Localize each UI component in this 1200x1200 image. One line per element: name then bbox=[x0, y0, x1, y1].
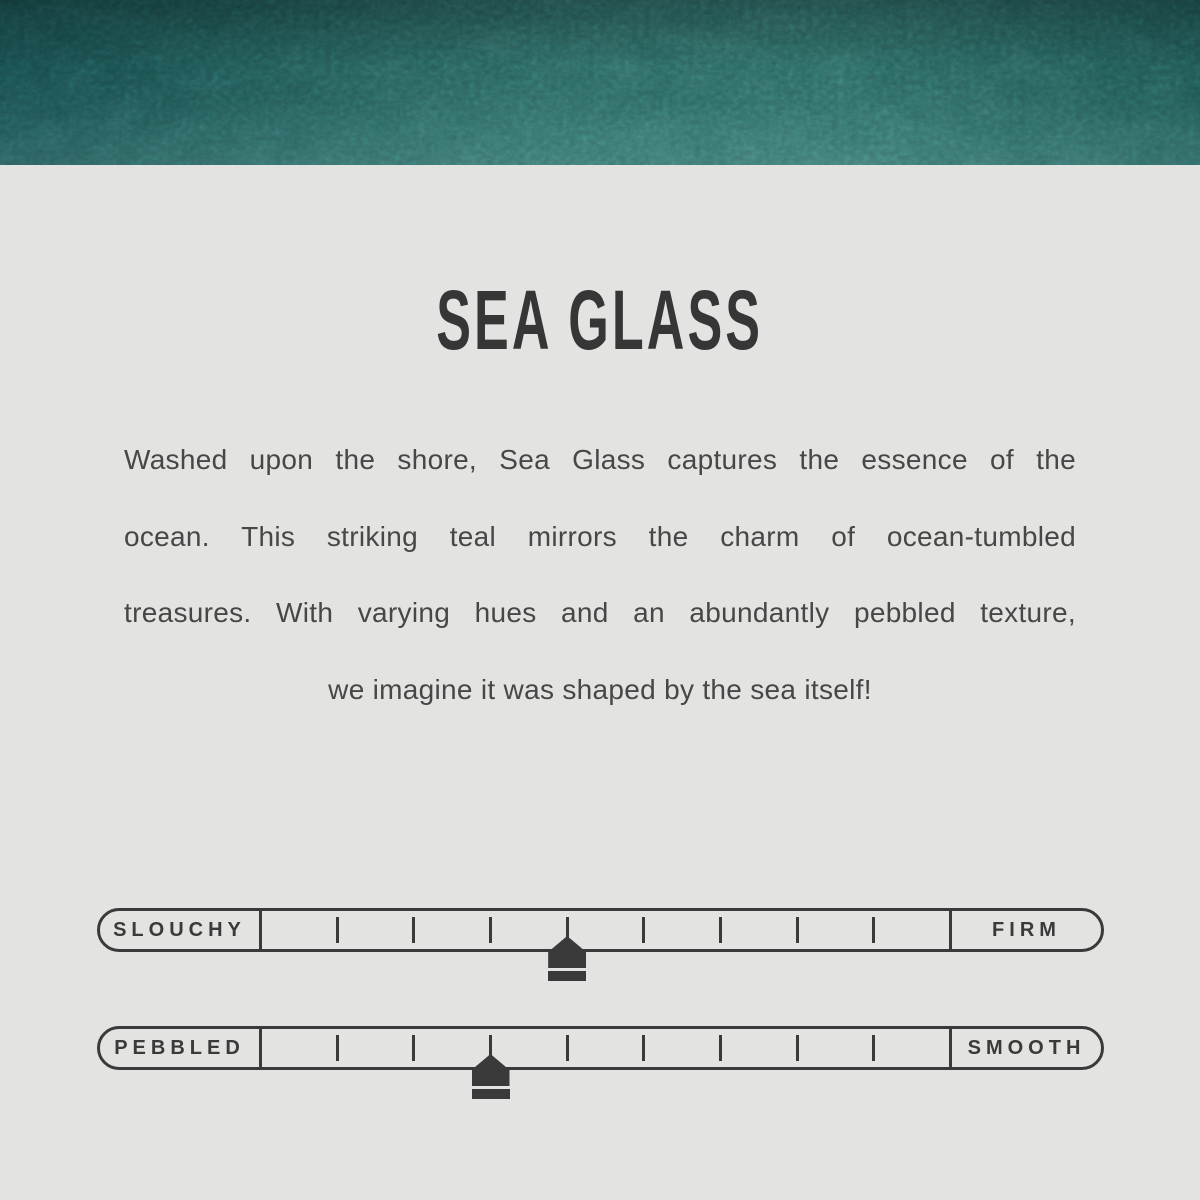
scale-right-label: FIRM bbox=[992, 918, 1061, 941]
marker-pointer-icon bbox=[548, 936, 586, 968]
tick-mark bbox=[412, 917, 415, 943]
tick-mark bbox=[796, 1035, 799, 1061]
tick-mark bbox=[719, 1035, 722, 1061]
scale-right-label: SMOOTH bbox=[967, 1036, 1086, 1059]
scale-left-label: SLOUCHY bbox=[113, 918, 246, 941]
tick-mark bbox=[872, 917, 875, 943]
marker-base-bar bbox=[472, 1089, 510, 1099]
description-line: we imagine it was shaped by the sea itself! bbox=[328, 673, 872, 705]
tick-mark bbox=[719, 917, 722, 943]
marker-base-bar bbox=[548, 971, 586, 981]
texture-scale bbox=[97, 1026, 1104, 1070]
marker-pointer-icon bbox=[472, 1054, 510, 1086]
page-title: SEA GLASS bbox=[436, 273, 764, 367]
scale-left-label: PEBBLED bbox=[114, 1036, 245, 1059]
scale-divider bbox=[259, 1029, 262, 1067]
description-line: ocean. This striking teal mirrors the charm of ocean-tumbled bbox=[124, 520, 1076, 552]
tick-mark bbox=[566, 1035, 569, 1061]
tick-mark bbox=[412, 1035, 415, 1061]
scale-divider bbox=[259, 911, 262, 949]
tick-mark bbox=[642, 1035, 645, 1061]
firmness-scale bbox=[97, 908, 1104, 952]
title-row bbox=[0, 273, 1200, 367]
description-line: treasures. With varying hues and an abundantly pebbled texture, bbox=[124, 597, 1076, 628]
leather-swatch-photo bbox=[0, 0, 1200, 165]
marker-stem bbox=[489, 1035, 492, 1056]
tick-mark bbox=[796, 917, 799, 943]
tick-mark bbox=[336, 917, 339, 943]
product-description bbox=[124, 422, 1076, 728]
tick-mark bbox=[489, 917, 492, 943]
tick-mark bbox=[642, 917, 645, 943]
tick-mark bbox=[872, 1035, 875, 1061]
description-line: Washed upon the shore, Sea Glass captures the essence of the bbox=[124, 444, 1076, 475]
marker-stem bbox=[566, 917, 569, 938]
tick-mark bbox=[336, 1035, 339, 1061]
leather-texture-image bbox=[0, 0, 1200, 165]
